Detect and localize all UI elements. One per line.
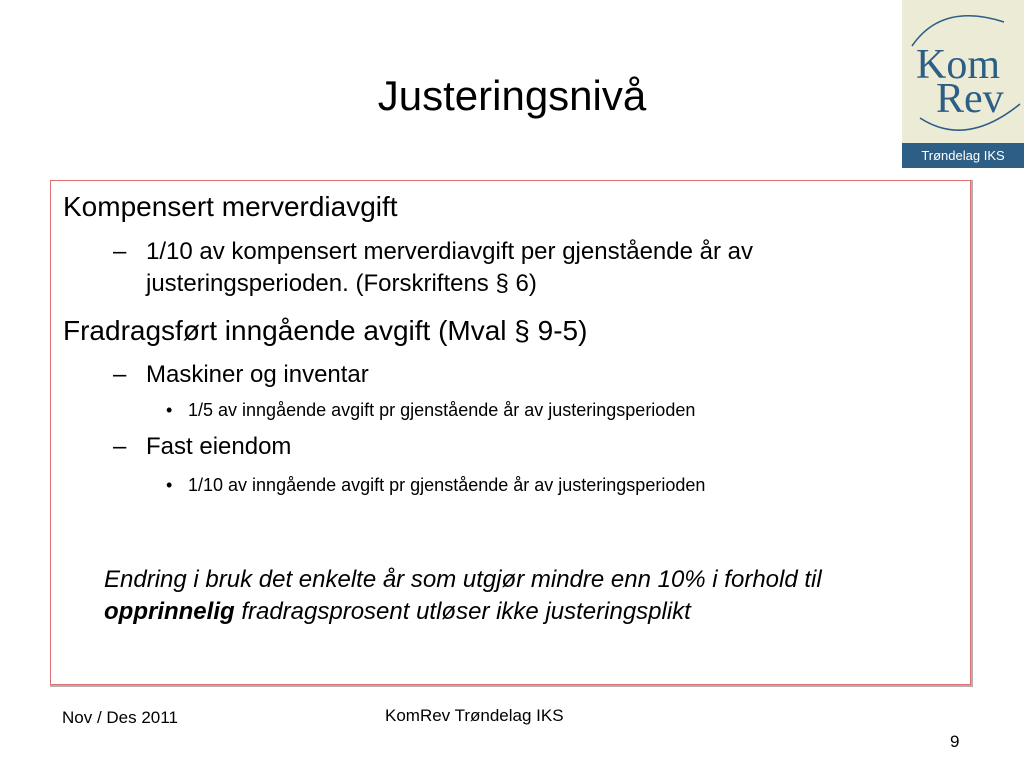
page-number: 9: [950, 732, 960, 751]
bullet-maskiner-text: 1/5 av inngående avgift pr gjenstående år av justeringsperioden: [188, 400, 696, 420]
list-item-fast-eiendom-label: Fast eiendom: [146, 433, 292, 460]
logo-word-kom: Kom: [916, 42, 1000, 88]
slide-title: Justeringsnivå: [377, 72, 647, 119]
note-text: [104, 564, 822, 628]
content-box-shadow-bottom: [50, 685, 973, 687]
dash-marker: –: [113, 433, 127, 460]
note-line2: [104, 596, 822, 628]
list-item-line1: 1/10 av kompensert merverdiavgift per gjenstående år av: [146, 238, 753, 265]
note-bold-word: opprinnelig: [104, 598, 235, 625]
note-line2-rest: fradragsprosent utløser ikke justeringsplikt: [234, 598, 691, 625]
footer-date: Nov / Des 2011: [62, 708, 178, 727]
dash-marker: –: [113, 238, 127, 265]
bullet-fast-eiendom-text: 1/10 av inngående avgift pr gjenstående år av justeringsperioden: [188, 475, 706, 495]
komrev-logo: [902, 0, 1024, 168]
logo-word-rev: Rev: [936, 76, 1004, 122]
list-item-line2: justeringsperioden. (Forskriftens § 6): [146, 270, 537, 297]
content-box-shadow-right: [971, 180, 973, 686]
bullet-marker: •: [166, 475, 173, 495]
footer-org: KomRev Trøndelag IKS: [385, 706, 564, 725]
logo-band: Trøndelag IKS: [902, 143, 1024, 168]
list-item-maskiner-label: Maskiner og inventar: [146, 361, 369, 388]
note-line1: Endring i bruk det enkelte år som utgjør mindre enn 10% i forhold til: [104, 566, 822, 593]
dash-marker: –: [113, 361, 127, 388]
bullet-marker: •: [166, 400, 173, 420]
heading-fradragsfort: Fradragsført inngående avgift (Mval § 9-5): [63, 315, 588, 346]
heading-kompensert: Kompensert merverdiavgift: [63, 191, 398, 222]
